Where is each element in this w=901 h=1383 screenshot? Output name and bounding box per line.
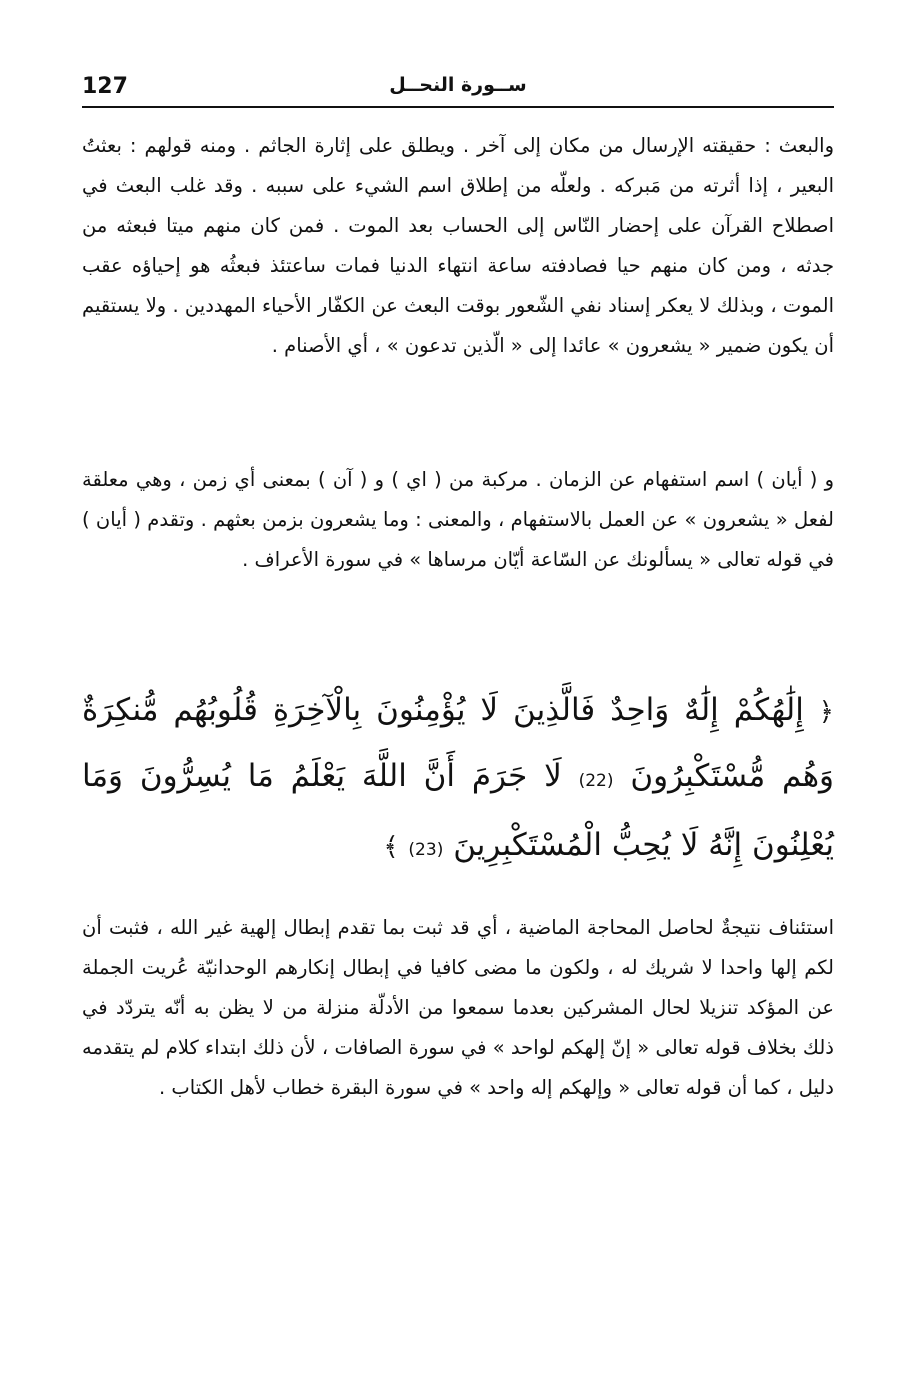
quran-verse-block <box>82 678 834 882</box>
verse-number-23: (23) <box>408 840 444 860</box>
page-header <box>82 74 834 104</box>
commentary-paragraph-3: استئناف نتيجةٌ لحاصل المحاجة الماضية ، أي قد ثبت بما تقدم إبطال إلهية غير الله ، فثبت أن لكم إلها واحدا لا شريك له ، ولكون ما مضى كافيا في إبطال إنكارهم الوحدانيّة عُريت الجملة عن المؤكد تنزيلا لحال المشركين بعدما سمعوا من الأدلّة منزلة من لا يظن به أنّه يتردّد في ذلك بخلاف قوله تعالى « إنّ إلهكم لواحد » في سورة الصافات ، لأن ذلك ابتداء كلام لم يتقدمه دليل ، كما أن قوله تعالى « وإلهكم إله واحد » في سورة البقرة خطاب لأهل الكتاب . <box>82 916 834 1099</box>
page-number: 127 <box>82 74 128 99</box>
commentary-paragraph-2: و ( أيان ) اسم استفهام عن الزمان . مركبة من ( اي ) و ( آن ) بمعنى أي زمن ، وهي معلقة لفعل « يشعرون » عن العمل بالاستفهام ، والمعنى : وما يشعرون بزمن بعثهم . وتقدم ( أيان ) في قوله تعالى « يسألونك عن السّاعة أيّان مرساها » في سورة الأعراف . <box>82 468 834 571</box>
header-divider <box>82 106 834 108</box>
verse-text-22: إِلَٰهُكُمْ إِلَٰهٌ وَاحِدٌ فَالَّذِينَ لَا يُؤْمِنُونَ بِالْآخِرَةِ قُلُوبُهُم مُّنكِرَةٌ وَهُم مُّسْتَكْبِرُونَ <box>82 692 835 794</box>
verse-text-23: لَا جَرَمَ أَنَّ اللَّهَ يَعْلَمُ مَا يُسِرُّونَ وَمَا يُعْلِنُونَ إِنَّهُ لَا يُحِبُّ الْمُسْتَكْبِرِينَ <box>82 758 834 863</box>
verse-number-22: (22) <box>578 771 614 791</box>
commentary-paragraph-1: والبعث : حقيقته الإرسال من مكان إلى آخر . ويطلق على إثارة الجاثم . ومنه قولهم : بعثتُ البعير ، إذا أثرته من مَبركه . ولعلّه من إطلاق اسم الشيء على سببه . وقد غلب البعث في اصطلاح القرآن على إحضار النّاس إلى الحساب بعد الموت . فمن كان منهم ميتا فبعثه من جدثه ، ومن كان منهم حيا فصادفته ساعة انتهاء الدنيا فمات ساعتئذ فبعثُه هو إحياؤه عقب الموت ، وبذلك لا يعكر إسناد نفي الشّعور بوقت البعث عن الكفّار الأحياء المهددين . ولا يستقيم أن يكون ضمير « يشعرون » عائدا إلى « الّذين تدعون » ، أي الأصنام . <box>82 134 834 357</box>
surah-title: ســورة النحــل <box>389 74 527 96</box>
verse-open-bracket: ﴿ <box>818 697 834 727</box>
verse-close-bracket: ﴾ <box>383 832 399 862</box>
